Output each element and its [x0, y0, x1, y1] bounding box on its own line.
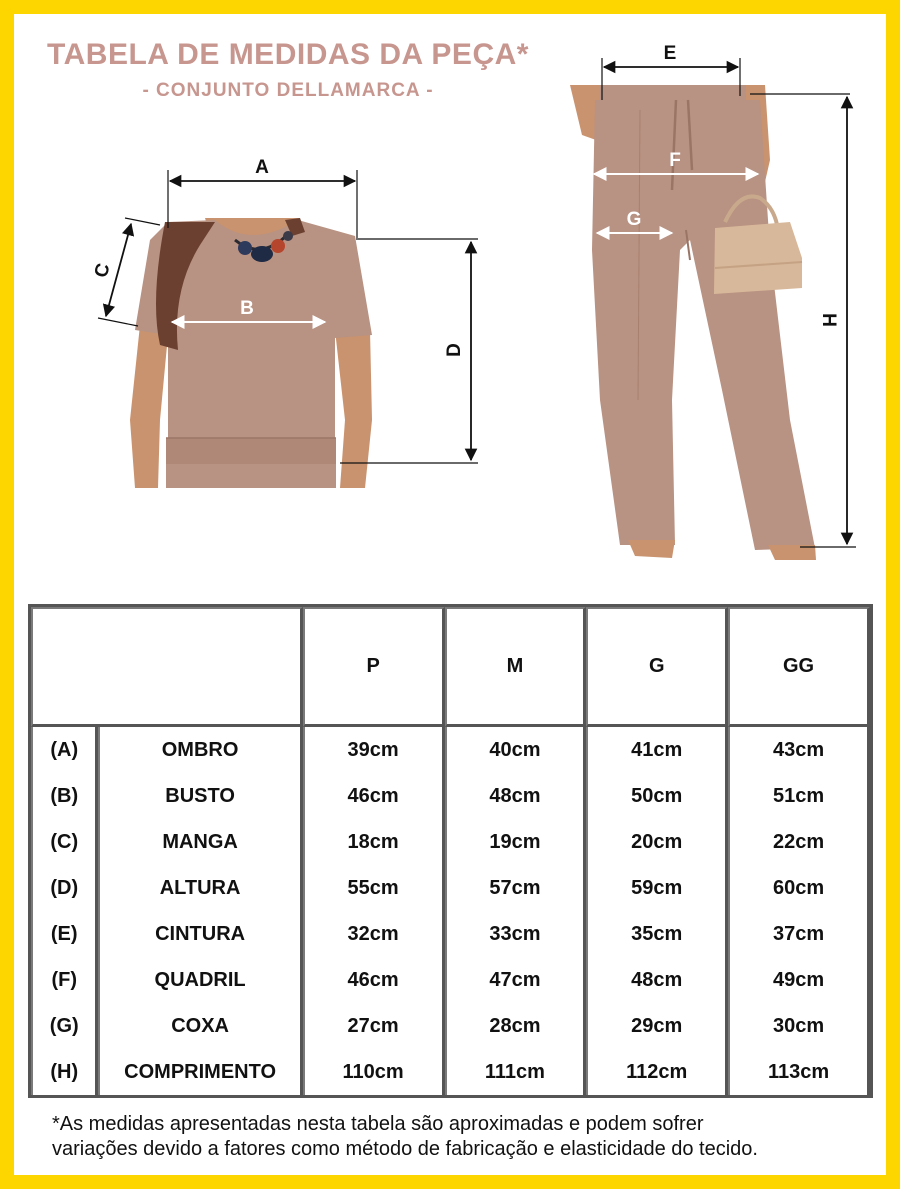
cell-value: 48cm — [445, 773, 587, 819]
table-header-blank — [31, 607, 303, 727]
cell-value: 110cm — [303, 1049, 445, 1095]
cell-value: 112cm — [586, 1049, 728, 1095]
label-g: G — [626, 209, 642, 230]
page-subtitle: - CONJUNTO DELLAMARCA - — [142, 80, 434, 101]
cell-value: 32cm — [303, 911, 445, 957]
row-measure-name: BUSTO — [98, 773, 302, 819]
header-size-m: M — [445, 607, 587, 727]
cell-value: 33cm — [445, 911, 587, 957]
tshirt-figure — [130, 218, 372, 488]
cell-value: 113cm — [728, 1049, 870, 1095]
cell-value: 40cm — [445, 727, 587, 773]
cell-value: 46cm — [303, 773, 445, 819]
row-measure-name: COXA — [98, 1003, 302, 1049]
cell-value: 29cm — [586, 1003, 728, 1049]
table-row — [31, 819, 870, 865]
row-code: (H) — [31, 1049, 98, 1095]
header-size-p: P — [303, 607, 445, 727]
cell-value: 43cm — [728, 727, 870, 773]
cell-value: 28cm — [445, 1003, 587, 1049]
cell-value: 39cm — [303, 727, 445, 773]
cell-value: 19cm — [445, 819, 587, 865]
cell-value: 20cm — [586, 819, 728, 865]
label-f: F — [669, 150, 681, 171]
footnote-line-2: variações devido a fatores como método de fabricação e elasticidade do tecido. — [52, 1138, 758, 1160]
cell-value: 30cm — [728, 1003, 870, 1049]
footnote — [52, 1112, 882, 1162]
label-c: C — [90, 261, 115, 280]
table-row — [31, 957, 870, 1003]
cell-value: 22cm — [728, 819, 870, 865]
label-d: D — [444, 343, 466, 357]
table-row — [31, 911, 870, 957]
row-code: (E) — [31, 911, 98, 957]
table-row — [31, 1049, 870, 1095]
cell-value: 41cm — [586, 727, 728, 773]
cell-value: 49cm — [728, 957, 870, 1003]
row-measure-name: ALTURA — [98, 865, 302, 911]
row-code: (D) — [31, 865, 98, 911]
cell-value: 18cm — [303, 819, 445, 865]
cell-value: 50cm — [586, 773, 728, 819]
cell-value: 55cm — [303, 865, 445, 911]
label-b: B — [240, 298, 254, 319]
cell-value: 27cm — [303, 1003, 445, 1049]
cell-value: 60cm — [728, 865, 870, 911]
table-row — [31, 1003, 870, 1049]
cell-value: 47cm — [445, 957, 587, 1003]
cell-value: 57cm — [445, 865, 587, 911]
table-row — [31, 865, 870, 911]
cell-value: 51cm — [728, 773, 870, 819]
cell-value: 59cm — [586, 865, 728, 911]
cell-value: 37cm — [728, 911, 870, 957]
row-code: (F) — [31, 957, 98, 1003]
row-code: (C) — [31, 819, 98, 865]
cell-value: 48cm — [586, 957, 728, 1003]
label-e: E — [663, 43, 677, 64]
label-a: A — [255, 157, 269, 178]
row-code: (G) — [31, 1003, 98, 1049]
label-h: H — [817, 313, 839, 327]
cell-value: 111cm — [445, 1049, 587, 1095]
footnote-line-1: *As medidas apresentadas nesta tabela são aproximadas e podem sofrer — [52, 1113, 704, 1135]
row-measure-name: MANGA — [98, 819, 302, 865]
pants-figure — [570, 85, 816, 560]
size-table — [28, 604, 873, 1098]
table-header-row — [31, 607, 870, 727]
row-code: (B) — [31, 773, 98, 819]
page-title: TABELA DE MEDIDAS DA PEÇA* — [47, 38, 529, 71]
header-size-gg: GG — [728, 607, 870, 727]
table-row — [31, 727, 870, 773]
row-code: (A) — [31, 727, 98, 773]
row-measure-name: CINTURA — [98, 911, 302, 957]
row-measure-name: COMPRIMENTO — [98, 1049, 302, 1095]
table-row — [31, 773, 870, 819]
cell-value: 35cm — [586, 911, 728, 957]
header-size-g: G — [586, 607, 728, 727]
cell-value: 46cm — [303, 957, 445, 1003]
row-measure-name: OMBRO — [98, 727, 302, 773]
row-measure-name: QUADRIL — [98, 957, 302, 1003]
